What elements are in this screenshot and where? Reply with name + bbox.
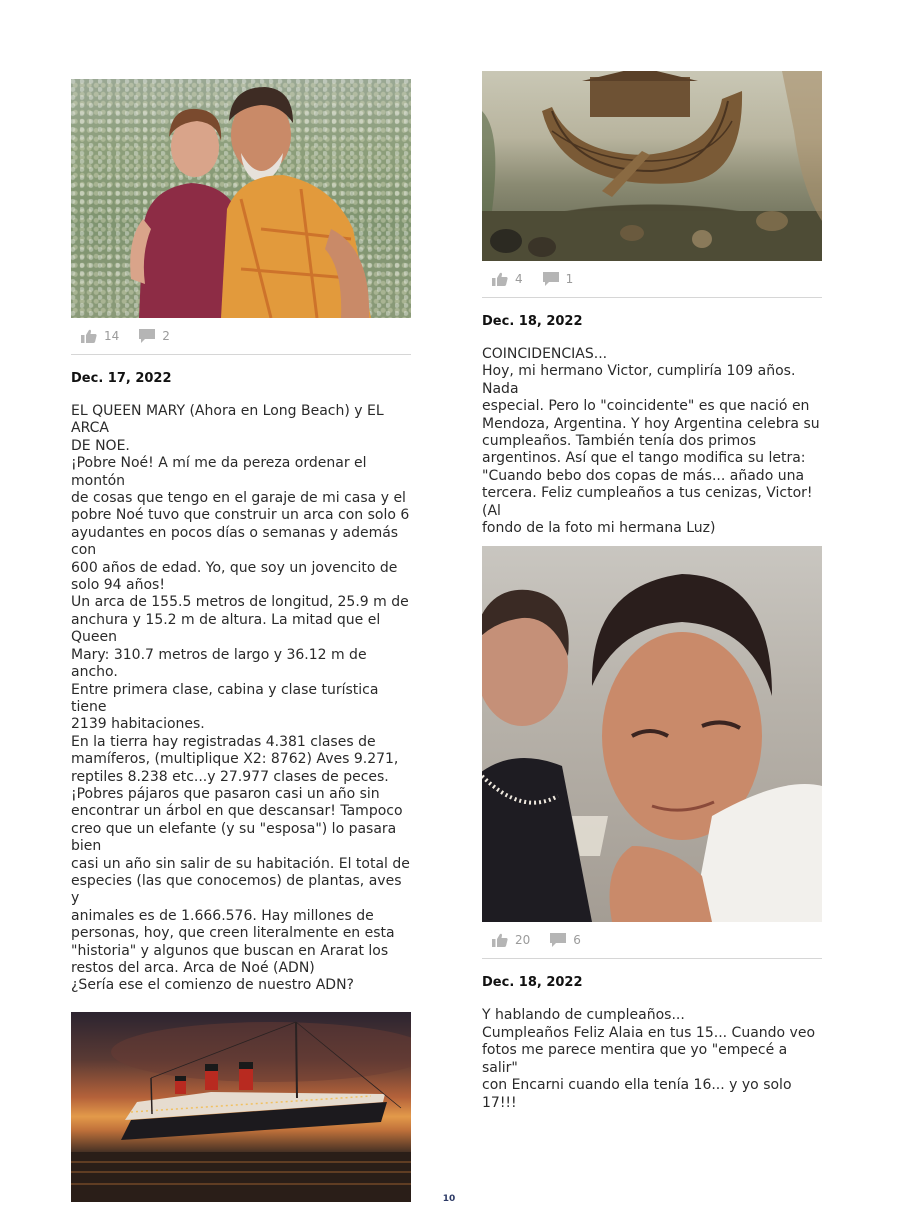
comment-stat[interactable] — [139, 329, 170, 343]
queen-mary-photo[interactable] — [71, 1012, 411, 1202]
post-text: COINCIDENCIAS... Hoy, mi hermano Victor, cumpliría 109 años. Nada especial. Pero lo "coincidente" es que nació en Mendoza, Argentina. Y hoy Argentina celebra su cumpleaños. También tenía dos primos argentinos. Así que el tango modifica su letra: "Cuando bebo dos copas de más... añado una tercera. Feliz cumpleaños a tus cenizas, Victor! (Al fondo de la foto mi hermana Luz) — [482, 346, 820, 537]
post-date: Dec. 17, 2022 — [71, 371, 172, 386]
post-date: Dec. 18, 2022 — [482, 975, 583, 991]
right-post-1-stats — [482, 261, 822, 298]
page-number: 10 — [442, 1194, 456, 1204]
left-post-stats — [71, 318, 411, 355]
like-count: 4 — [515, 272, 523, 286]
like-count: 20 — [515, 933, 531, 948]
thumbs-up-icon — [492, 933, 508, 947]
like-stat[interactable] — [492, 933, 530, 947]
like-stat[interactable] — [81, 329, 119, 343]
couple-photo[interactable] — [71, 79, 411, 318]
comment-count: 2 — [162, 329, 170, 343]
victor-portrait-illustration — [482, 546, 822, 922]
comment-count: 1 — [565, 272, 574, 286]
left-column — [71, 79, 411, 1202]
post-text: Y hablando de cumpleaños... Cumpleaños Feliz Alaia en tus 15... Cuando veo fotos me parece mentira que yo "empecé a salir" con Encarni cuando ella tenía 16... y yo solo 17!!! — [482, 1007, 816, 1111]
like-stat[interactable] — [492, 272, 523, 286]
noahs-ark-illustration — [482, 71, 822, 261]
comment-icon — [139, 329, 155, 343]
comment-stat[interactable] — [550, 933, 581, 947]
comment-icon — [550, 933, 566, 947]
post-text: EL QUEEN MARY (Ahora en Long Beach) y EL ARCA DE NOE. ¡Pobre Noé! A mí me da pereza ordenar el montón de cosas que tengo en el garaje de mi casa y el pobre Noé tuvo que construir un arca con solo 6 ayudantes en pocos días o semanas y además con 600 años de edad. Yo, que soy un jovencito de solo 94 años! Un arca de 155.5 metros de longitud, 25.9 m de anchura y 15.2 m de altura. La mitad que el Queen Mary: 310.7 metros de largo y 36.12 m de ancho. Entre primera clase, cabina y clase turística tiene 2139 habitaciones. En la tierra hay registradas 4.381 clases de mamíferos, (multiplique X2: 8762) Aves 9.271, reptiles 8.238 etc...y 27.977 clases de peces. ¡Pobres pájaros que pasaron casi un año sin encontrar un árbol en que descansar! Tampoco creo que un elefante (y su "esposa") lo pasara bien casi un año sin salir de su habitación. El total de especies (las que conocemos) de plantas, aves y animales es de 1.666.576. Hay millones de personas, hoy, que creen literalmente en esta "historia" y algunos que buscan en Ararat los restos del arca. Arca de Noé (ADN) ¿Sería ese el comienzo de nuestro ADN? — [71, 403, 410, 994]
post-date: Dec. 18, 2022 — [482, 314, 583, 329]
queen-mary-illustration — [71, 1012, 411, 1202]
right-column — [482, 71, 822, 1112]
comment-count: 6 — [573, 933, 581, 948]
victor-portrait-photo[interactable] — [482, 546, 822, 922]
right-post-2-stats — [482, 922, 822, 959]
thumbs-up-icon — [81, 329, 97, 343]
noahs-ark-photo[interactable] — [482, 71, 822, 261]
like-count: 14 — [104, 329, 120, 343]
thumbs-up-icon — [492, 272, 508, 286]
comment-icon — [543, 272, 559, 286]
comment-stat[interactable] — [543, 272, 574, 286]
couple-photo-illustration — [71, 79, 411, 318]
